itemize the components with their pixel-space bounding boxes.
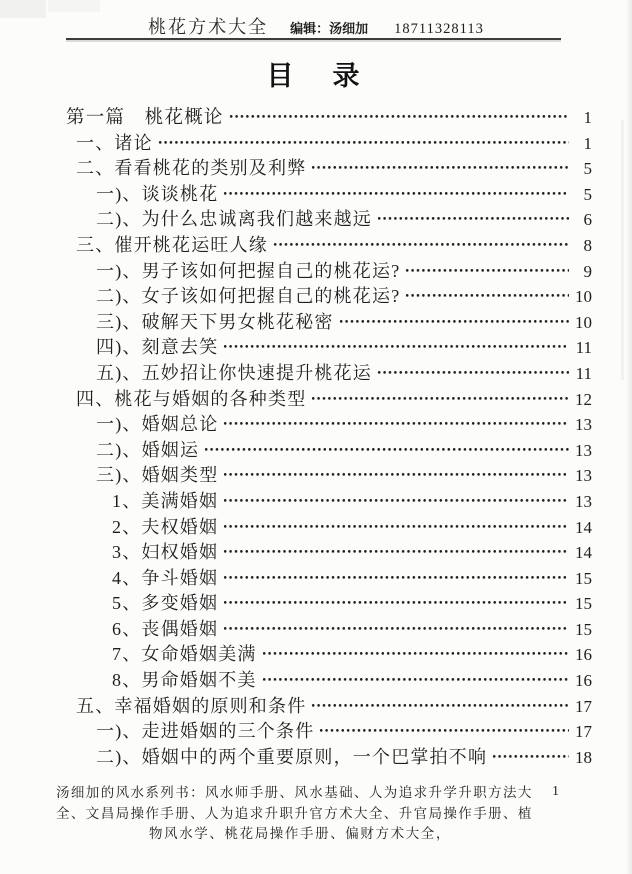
dot-leader <box>218 180 570 206</box>
page-header <box>0 0 632 39</box>
dot-leader <box>218 589 570 615</box>
toc-entry <box>40 692 592 718</box>
dot-leader <box>153 129 570 155</box>
dot-leader <box>314 717 570 743</box>
toc-entry <box>40 743 592 769</box>
dot-leader <box>199 436 570 462</box>
dot-leader <box>218 513 570 539</box>
dot-leader <box>218 410 570 436</box>
dot-leader <box>218 564 570 590</box>
entry-page-number: 5 <box>583 159 592 179</box>
toc-entry <box>40 231 592 257</box>
entry-label: 四、桃花与婚姻的各种类型 <box>76 388 307 409</box>
dot-leader <box>306 154 570 180</box>
entry-label: 4、争斗婚姻 <box>112 567 219 588</box>
editor-label: 编辑：汤细加 <box>290 21 369 36</box>
entry-label: 1、美满婚姻 <box>112 490 219 511</box>
entry-label: 四)、刻意去笑 <box>96 337 219 358</box>
entry-label: 一、诸论 <box>76 132 153 153</box>
footer-page-number: 1 <box>552 784 559 799</box>
dot-leader <box>372 359 570 385</box>
scan-artifact-right-edge <box>626 0 632 874</box>
toc-entry <box>40 129 592 155</box>
entry-page-number: 14 <box>575 543 592 563</box>
entry-page-number: 13 <box>575 491 592 511</box>
toc-entry <box>40 666 592 692</box>
entry-page-number: 6 <box>583 210 592 230</box>
dot-leader <box>218 615 570 641</box>
toc-entry <box>40 103 592 129</box>
entry-label: 五)、五妙招让你快速提升桃花运 <box>96 362 372 383</box>
toc-list <box>0 103 632 768</box>
toc-entry <box>40 333 592 359</box>
entry-label: 三)、破解天下男女桃花秘密 <box>96 311 334 332</box>
entry-page-number: 10 <box>575 287 592 307</box>
entry-page-number: 1 <box>583 133 592 153</box>
entry-label: 五、幸福婚姻的原则和条件 <box>76 695 307 716</box>
entry-page-number: 15 <box>575 568 592 588</box>
toc-entry <box>40 564 592 590</box>
entry-page-number: 8 <box>583 235 592 255</box>
entry-label: 二)、婚姻中的两个重要原则，一个巴掌拍不响 <box>96 746 488 767</box>
entry-label: 2、夫权婚姻 <box>112 516 219 537</box>
toc-entry <box>40 410 592 436</box>
toc-entry <box>40 385 592 411</box>
toc-entry <box>40 640 592 666</box>
entry-page-number: 18 <box>575 747 592 767</box>
footer-line: 全、文昌局操作手册、人为追求升职升官方术大全、升官局操作手册、植 <box>56 805 533 821</box>
entry-label: 第一篇 桃花概论 <box>66 108 224 128</box>
entry-page-number: 15 <box>575 594 592 614</box>
entry-page-number: 17 <box>575 696 592 716</box>
book-title: 桃花方术大全 <box>148 17 269 37</box>
dot-leader <box>218 333 570 359</box>
entry-page-number: 13 <box>575 440 592 460</box>
toc-entry <box>40 154 592 180</box>
entry-page-number: 16 <box>575 671 592 691</box>
toc-entry <box>40 180 592 206</box>
toc-entry <box>40 282 592 308</box>
entry-page-number: 9 <box>583 261 592 281</box>
entry-page-number: 11 <box>575 363 592 383</box>
entry-page-number: 1 <box>583 108 592 127</box>
dot-leader <box>268 231 570 257</box>
dot-leader <box>257 640 570 666</box>
toc-entry <box>40 487 592 513</box>
entry-page-number: 5 <box>583 184 592 204</box>
toc-entry <box>40 717 592 743</box>
entry-label: 二)、女子该如何把握自己的桃花运? <box>96 286 401 307</box>
entry-label: 二)、为什么忠诚离我们越来越远 <box>96 209 372 230</box>
entry-label: 三)、婚姻类型 <box>96 465 219 486</box>
toc-title: 目 录 <box>266 61 366 91</box>
entry-label: 3、妇权婚姻 <box>112 542 219 563</box>
toc-entry <box>40 615 592 641</box>
entry-label: 5、多变婚姻 <box>112 593 219 614</box>
entry-label: 三、催开桃花运旺人缘 <box>76 234 268 255</box>
entry-label: 7、女命婚姻美满 <box>112 644 257 665</box>
page-footer <box>56 783 544 845</box>
toc-entry <box>40 513 592 539</box>
phone-number: 18711328113 <box>394 21 484 37</box>
dot-leader <box>306 385 570 411</box>
entry-page-number: 12 <box>575 389 592 409</box>
toc-entry <box>40 436 592 462</box>
header-rule <box>66 38 561 40</box>
dot-leader <box>400 257 570 283</box>
dot-leader <box>224 103 570 129</box>
entry-label: 一)、走进婚姻的三个条件 <box>96 721 315 742</box>
entry-page-number: 16 <box>575 645 592 665</box>
toc-entry <box>40 538 592 564</box>
entry-label: 一)、谈谈桃花 <box>96 183 219 204</box>
footer-line: 汤细加的风水系列书：风水师手册、风水基础、人为追求升学升职方法大 <box>56 785 533 800</box>
dot-leader <box>306 692 570 718</box>
entry-label: 二、看看桃花的类别及利弊 <box>76 158 307 179</box>
toc-entry <box>40 461 592 487</box>
footer-line: 物风水学、桃花局操作手册、偏财方术大全， <box>149 826 451 841</box>
entry-page-number: 15 <box>575 619 592 639</box>
dot-leader <box>334 308 570 334</box>
entry-label: 二)、婚姻运 <box>96 439 200 460</box>
dot-leader <box>257 666 570 692</box>
entry-page-number: 13 <box>575 466 592 486</box>
dot-leader <box>218 487 570 513</box>
entry-label: 6、丧偶婚姻 <box>112 618 219 639</box>
entry-label: 8、男命婚姻不美 <box>112 670 257 691</box>
dot-leader <box>487 743 570 769</box>
toc-entry <box>40 205 592 231</box>
scan-artifact-right-shadow <box>621 120 624 380</box>
entry-page-number: 17 <box>575 722 592 742</box>
entry-page-number: 10 <box>575 312 592 332</box>
toc-entry <box>40 359 592 385</box>
entry-page-number: 13 <box>575 415 592 435</box>
dot-leader <box>218 461 570 487</box>
dot-leader <box>218 538 570 564</box>
toc-entry <box>40 589 592 615</box>
entry-page-number: 14 <box>575 517 592 537</box>
dot-leader <box>372 205 570 231</box>
entry-label: 一)、婚姻总论 <box>96 414 219 435</box>
toc-entry <box>40 257 592 283</box>
toc-entry <box>40 308 592 334</box>
entry-label: 一)、男子该如何把握自己的桃花运? <box>96 260 401 281</box>
dot-leader <box>400 282 570 308</box>
entry-page-number: 11 <box>575 338 592 358</box>
